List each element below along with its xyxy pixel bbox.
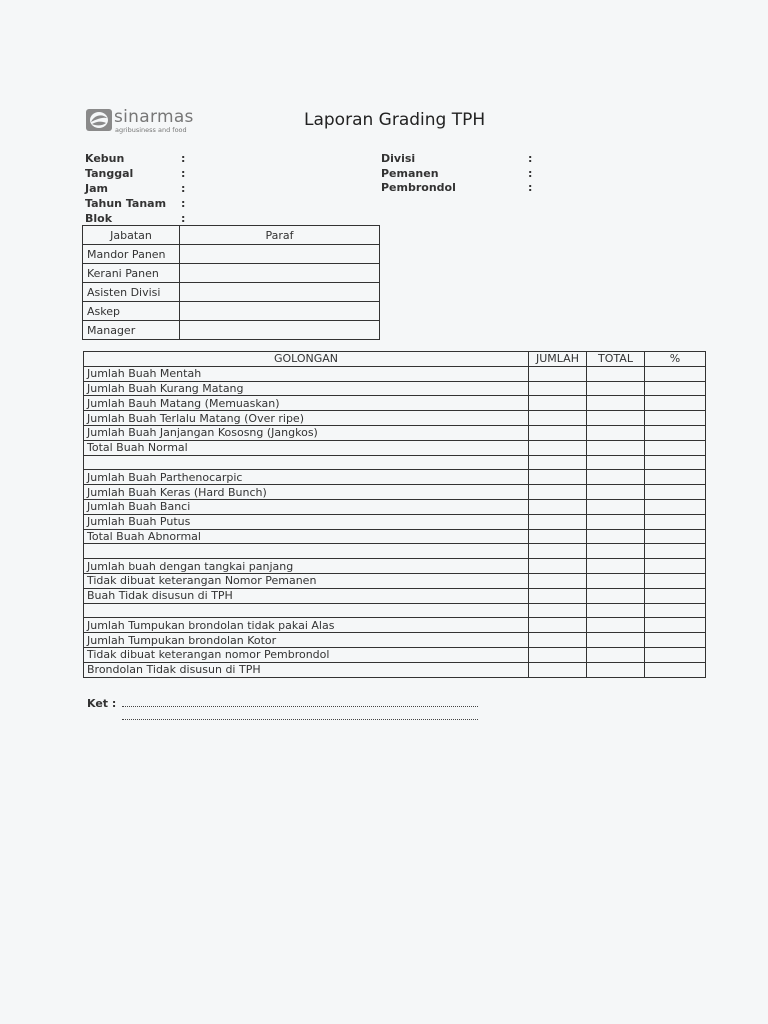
jumlah-cell[interactable] xyxy=(529,440,587,455)
jumlah-cell[interactable] xyxy=(529,529,587,544)
total-cell[interactable] xyxy=(587,499,645,514)
jumlah-cell[interactable] xyxy=(529,662,587,677)
table-row xyxy=(84,396,706,411)
jumlah-cell[interactable] xyxy=(529,633,587,648)
field-colon: : xyxy=(181,182,186,195)
column-header: TOTAL xyxy=(587,352,645,367)
table-row xyxy=(84,603,706,618)
table-row xyxy=(84,499,706,514)
jumlah-cell[interactable] xyxy=(529,411,587,426)
percent-cell[interactable] xyxy=(645,381,706,396)
field-label: Divisi xyxy=(381,152,416,165)
table-row xyxy=(84,411,706,426)
table-row xyxy=(84,425,706,440)
position-label: Mandor Panen xyxy=(83,245,180,264)
jumlah-cell[interactable] xyxy=(529,603,587,618)
field-colon: : xyxy=(181,212,186,225)
total-cell[interactable] xyxy=(587,647,645,662)
field-label: Tanggal xyxy=(85,167,134,180)
percent-cell[interactable] xyxy=(645,633,706,648)
category-label: Buah Tidak disusun di TPH xyxy=(84,588,529,603)
category-label xyxy=(84,603,529,618)
category-label: Tidak dibuat keterangan Nomor Pemanen xyxy=(84,573,529,588)
percent-cell[interactable] xyxy=(645,485,706,500)
jumlah-cell[interactable] xyxy=(529,396,587,411)
table-row xyxy=(84,485,706,500)
percent-cell[interactable] xyxy=(645,470,706,485)
table-row xyxy=(84,514,706,529)
category-label: Tidak dibuat keterangan nomor Pembrondol xyxy=(84,647,529,662)
category-label: Jumlah Buah Putus xyxy=(84,514,529,529)
total-cell[interactable] xyxy=(587,425,645,440)
position-label: Manager xyxy=(83,321,180,340)
field-colon: : xyxy=(181,167,186,180)
total-cell[interactable] xyxy=(587,618,645,633)
table-row xyxy=(84,470,706,485)
column-header: Jabatan xyxy=(83,226,180,245)
jumlah-cell[interactable] xyxy=(529,485,587,500)
jumlah-cell[interactable] xyxy=(529,366,587,381)
column-header: Paraf xyxy=(180,226,380,245)
field-label: Tahun Tanam xyxy=(85,197,167,210)
column-header: GOLONGAN xyxy=(84,352,529,367)
jumlah-cell[interactable] xyxy=(529,559,587,574)
percent-cell[interactable] xyxy=(645,411,706,426)
jumlah-cell[interactable] xyxy=(529,425,587,440)
percent-cell[interactable] xyxy=(645,529,706,544)
jumlah-cell[interactable] xyxy=(529,573,587,588)
jumlah-cell[interactable] xyxy=(529,588,587,603)
field-label: Blok xyxy=(85,212,113,225)
percent-cell[interactable] xyxy=(645,396,706,411)
ket-label: Ket : xyxy=(87,697,117,710)
table-row xyxy=(84,662,706,677)
field-label: Kebun xyxy=(85,152,125,165)
category-label: Jumlah Buah Kurang Matang xyxy=(84,381,529,396)
sinarmas-logo-icon xyxy=(85,108,113,132)
column-header: JUMLAH xyxy=(529,352,587,367)
grading-table xyxy=(83,351,706,678)
table-row xyxy=(84,588,706,603)
total-cell[interactable] xyxy=(587,381,645,396)
percent-cell[interactable] xyxy=(645,366,706,381)
total-cell[interactable] xyxy=(587,662,645,677)
table-row xyxy=(84,633,706,648)
category-label: Jumlah Tumpukan brondolan Kotor xyxy=(84,633,529,648)
jumlah-cell[interactable] xyxy=(529,499,587,514)
total-cell[interactable] xyxy=(587,411,645,426)
percent-cell[interactable] xyxy=(645,662,706,677)
total-cell[interactable] xyxy=(587,514,645,529)
total-cell[interactable] xyxy=(587,573,645,588)
field-colon: : xyxy=(528,152,533,165)
percent-cell[interactable] xyxy=(645,499,706,514)
position-label: Asisten Divisi xyxy=(83,283,180,302)
category-label: Jumlah buah dengan tangkai panjang xyxy=(84,559,529,574)
signature-cell[interactable] xyxy=(180,321,380,340)
table-row xyxy=(84,455,706,470)
category-label xyxy=(84,544,529,559)
total-cell[interactable] xyxy=(587,559,645,574)
column-header: % xyxy=(645,352,706,367)
percent-cell[interactable] xyxy=(645,618,706,633)
field-colon: : xyxy=(528,181,533,194)
category-label: Jumlah Tumpukan brondolan tidak pakai Alas xyxy=(84,618,529,633)
field-label: Pembrondol xyxy=(381,181,456,194)
table-row xyxy=(83,264,380,283)
position-label: Askep xyxy=(83,302,180,321)
percent-cell[interactable] xyxy=(645,603,706,618)
signature-cell[interactable] xyxy=(180,264,380,283)
position-label: Kerani Panen xyxy=(83,264,180,283)
category-label: Jumlah Buah Mentah xyxy=(84,366,529,381)
category-label: Jumlah Buah Janjangan Kososng (Jangkos) xyxy=(84,425,529,440)
total-cell[interactable] xyxy=(587,529,645,544)
signature-table xyxy=(82,225,380,340)
table-row xyxy=(84,647,706,662)
ket-line[interactable] xyxy=(122,719,478,720)
total-cell[interactable] xyxy=(587,544,645,559)
percent-cell[interactable] xyxy=(645,455,706,470)
signature-cell[interactable] xyxy=(180,283,380,302)
percent-cell[interactable] xyxy=(645,544,706,559)
total-cell[interactable] xyxy=(587,633,645,648)
category-label: Brondolan Tidak disusun di TPH xyxy=(84,662,529,677)
percent-cell[interactable] xyxy=(645,588,706,603)
page-title: Laporan Grading TPH xyxy=(304,110,486,130)
total-cell[interactable] xyxy=(587,470,645,485)
table-row xyxy=(84,529,706,544)
total-cell[interactable] xyxy=(587,366,645,381)
total-cell[interactable] xyxy=(587,603,645,618)
table-row xyxy=(84,618,706,633)
jumlah-cell[interactable] xyxy=(529,455,587,470)
field-label: Pemanen xyxy=(381,167,439,180)
category-label: Total Buah Abnormal xyxy=(84,529,529,544)
field-colon: : xyxy=(528,167,533,180)
table-row xyxy=(83,302,380,321)
category-label: Jumlah Buah Terlalu Matang (Over ripe) xyxy=(84,411,529,426)
total-cell[interactable] xyxy=(587,396,645,411)
percent-cell[interactable] xyxy=(645,647,706,662)
field-colon: : xyxy=(181,197,186,210)
ket-line[interactable] xyxy=(122,706,478,707)
table-row xyxy=(83,283,380,302)
signature-cell[interactable] xyxy=(180,302,380,321)
jumlah-cell[interactable] xyxy=(529,544,587,559)
percent-cell[interactable] xyxy=(645,440,706,455)
table-row xyxy=(83,245,380,264)
brand-name: sinarmas xyxy=(114,107,194,127)
category-label: Total Buah Normal xyxy=(84,440,529,455)
field-colon: : xyxy=(181,152,186,165)
table-row xyxy=(84,366,706,381)
category-label: Jumlah Bauh Matang (Memuaskan) xyxy=(84,396,529,411)
table-row xyxy=(83,321,380,340)
total-cell[interactable] xyxy=(587,440,645,455)
category-label: Jumlah Buah Parthenocarpic xyxy=(84,470,529,485)
table-row xyxy=(84,573,706,588)
percent-cell[interactable] xyxy=(645,559,706,574)
total-cell[interactable] xyxy=(587,455,645,470)
table-row xyxy=(84,559,706,574)
jumlah-cell[interactable] xyxy=(529,514,587,529)
total-cell[interactable] xyxy=(587,588,645,603)
category-label xyxy=(84,455,529,470)
jumlah-cell[interactable] xyxy=(529,647,587,662)
brand-tagline: agribusiness and food xyxy=(115,126,187,134)
total-cell[interactable] xyxy=(587,485,645,500)
percent-cell[interactable] xyxy=(645,573,706,588)
jumlah-cell[interactable] xyxy=(529,381,587,396)
table-row xyxy=(84,440,706,455)
jumlah-cell[interactable] xyxy=(529,618,587,633)
table-row xyxy=(84,544,706,559)
table-row xyxy=(84,381,706,396)
company-logo xyxy=(85,106,225,138)
category-label: Jumlah Buah Keras (Hard Bunch) xyxy=(84,485,529,500)
jumlah-cell[interactable] xyxy=(529,470,587,485)
percent-cell[interactable] xyxy=(645,514,706,529)
percent-cell[interactable] xyxy=(645,425,706,440)
category-label: Jumlah Buah Banci xyxy=(84,499,529,514)
signature-cell[interactable] xyxy=(180,245,380,264)
field-label: Jam xyxy=(85,182,108,195)
